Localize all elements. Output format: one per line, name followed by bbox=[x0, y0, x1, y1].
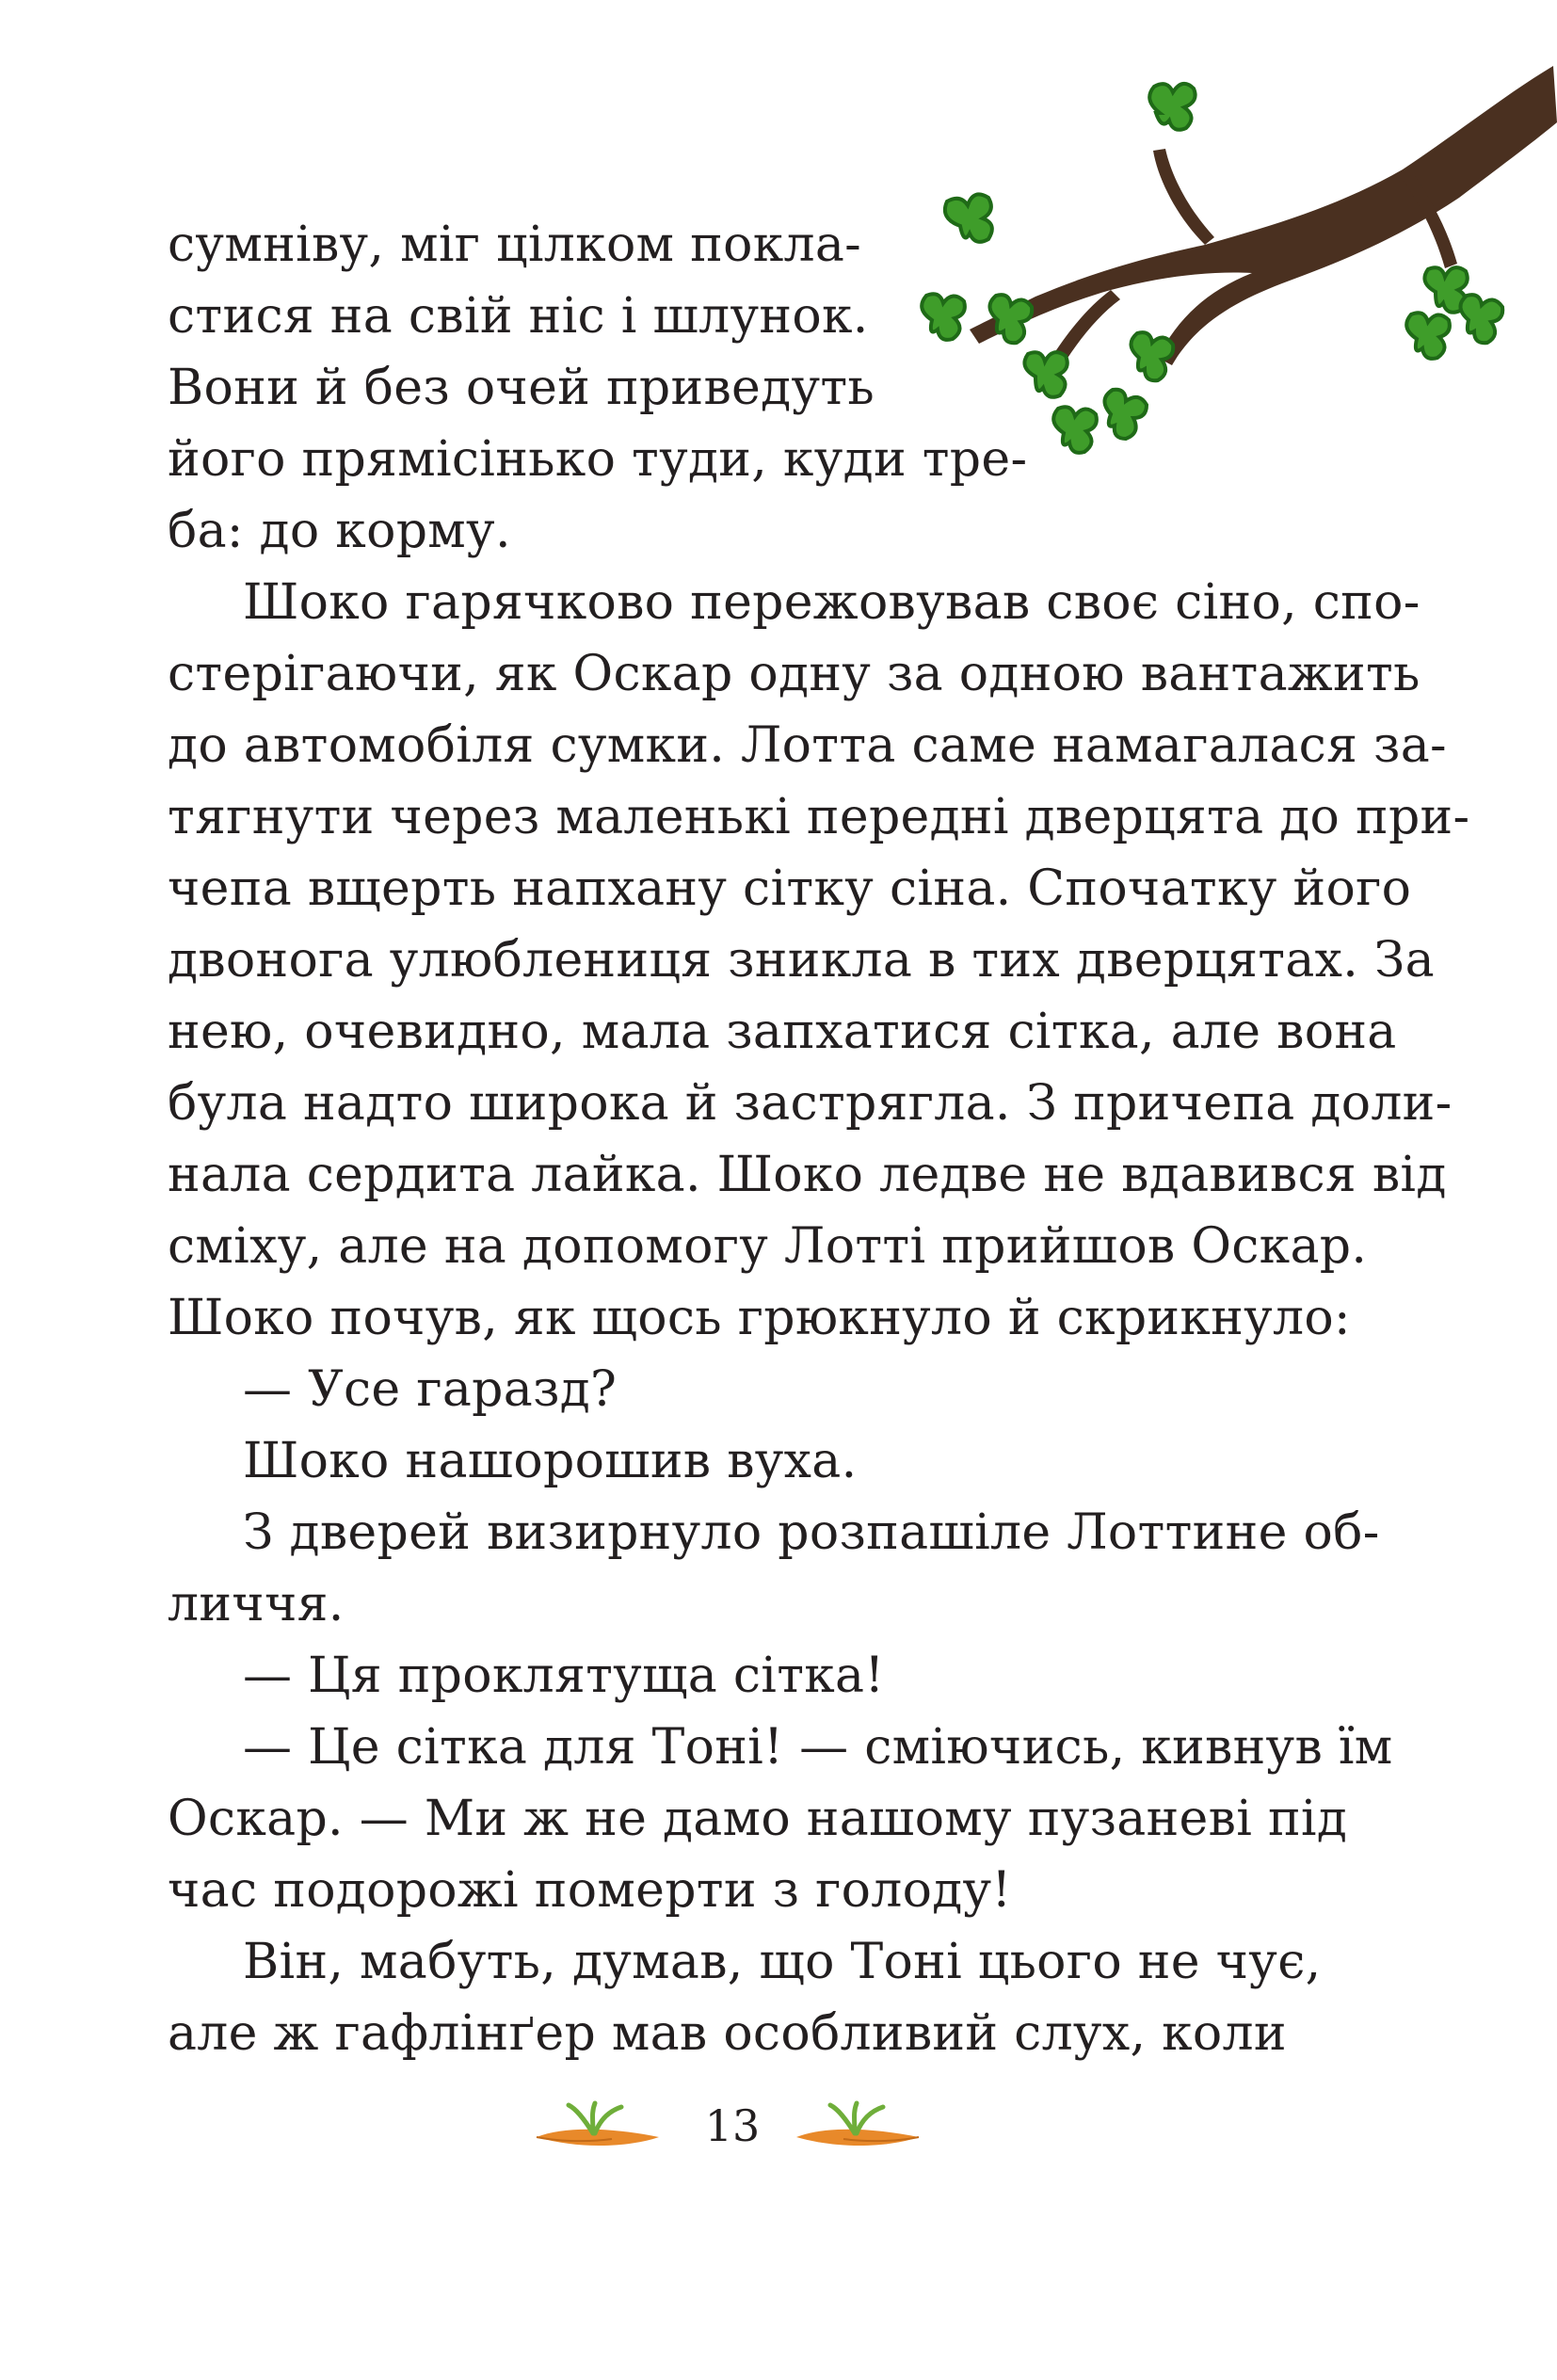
text-line: час подорожі померти з голоду! bbox=[168, 1862, 1012, 1919]
text-line: сумніву, міг цілком покла- bbox=[168, 217, 861, 273]
branch-stem bbox=[970, 66, 1557, 392]
leaf bbox=[1053, 407, 1097, 453]
leaf bbox=[922, 294, 965, 340]
text-line: стерігаючи, як Оскар одну за одною вантажить bbox=[168, 646, 1421, 702]
leaf bbox=[1406, 313, 1450, 359]
text-line: сміху, але на допомогу Лотті прийшов Оскар. bbox=[168, 1218, 1368, 1275]
text-line: — Це сітка для Тоні! — сміючись, кивнув їм bbox=[243, 1719, 1393, 1776]
leaf bbox=[1131, 332, 1173, 380]
text-line: Оскар. — Ми ж не дамо нашому пузаневі під bbox=[168, 1791, 1348, 1847]
oak-branch-illustration bbox=[894, 38, 1557, 471]
text-line: двонога улюблениця зникла в тих дверцятах. За bbox=[168, 932, 1435, 989]
leaf bbox=[1104, 390, 1147, 439]
text-line: ба: до корму. bbox=[168, 503, 511, 559]
text-line: З дверей визирнуло розпашіле Лоттине об- bbox=[243, 1504, 1380, 1561]
text-line: — Ця проклятуща сітка! bbox=[243, 1648, 885, 1704]
leaf bbox=[945, 194, 992, 241]
text-line: тягнути через маленькі передні дверцята до при- bbox=[168, 789, 1470, 845]
carrot-icon bbox=[787, 2099, 928, 2165]
page-footer bbox=[0, 2092, 1557, 2186]
text-line: нала сердита лайка. Шоко ледве не вдавився від bbox=[168, 1147, 1447, 1203]
leaf bbox=[1149, 84, 1195, 130]
text-line: але ж гафлінґер мав особливий слух, коли bbox=[168, 2005, 1287, 2062]
page-number: 13 bbox=[704, 2100, 761, 2151]
carrot-icon bbox=[527, 2099, 668, 2165]
text-line: Шоко нашорошив вуха. bbox=[243, 1433, 858, 1489]
text-line: Він, мабуть, думав, що Тоні цього не чує, bbox=[243, 1934, 1322, 1990]
text-line: — Усе гаразд? bbox=[243, 1361, 618, 1418]
leaf bbox=[1460, 295, 1502, 343]
text-line: стися на свій ніс і шлунок. bbox=[168, 288, 869, 345]
text-line: Вони й без очей приведуть bbox=[168, 360, 875, 416]
text-line: Шоко почув, як щось грюкнуло й скрикнуло: bbox=[168, 1290, 1351, 1346]
text-line: до автомобіля сумки. Лотта саме намагалася за- bbox=[168, 717, 1447, 774]
leaf bbox=[1024, 352, 1067, 397]
text-line: личчя. bbox=[168, 1576, 345, 1632]
text-line: його прямісінько туди, куди тре- bbox=[168, 431, 1028, 488]
text-line: чепа вщерть напхану сітку сіна. Спочатку його bbox=[168, 860, 1412, 917]
text-line: Шоко гарячково пережовував своє сіно, спо- bbox=[243, 574, 1421, 631]
text-line: нею, очевидно, мала запхатися сітка, але вона bbox=[168, 1004, 1397, 1060]
text-line: була надто широка й застрягла. З причепа доли- bbox=[168, 1075, 1453, 1132]
leaf bbox=[989, 295, 1032, 343]
